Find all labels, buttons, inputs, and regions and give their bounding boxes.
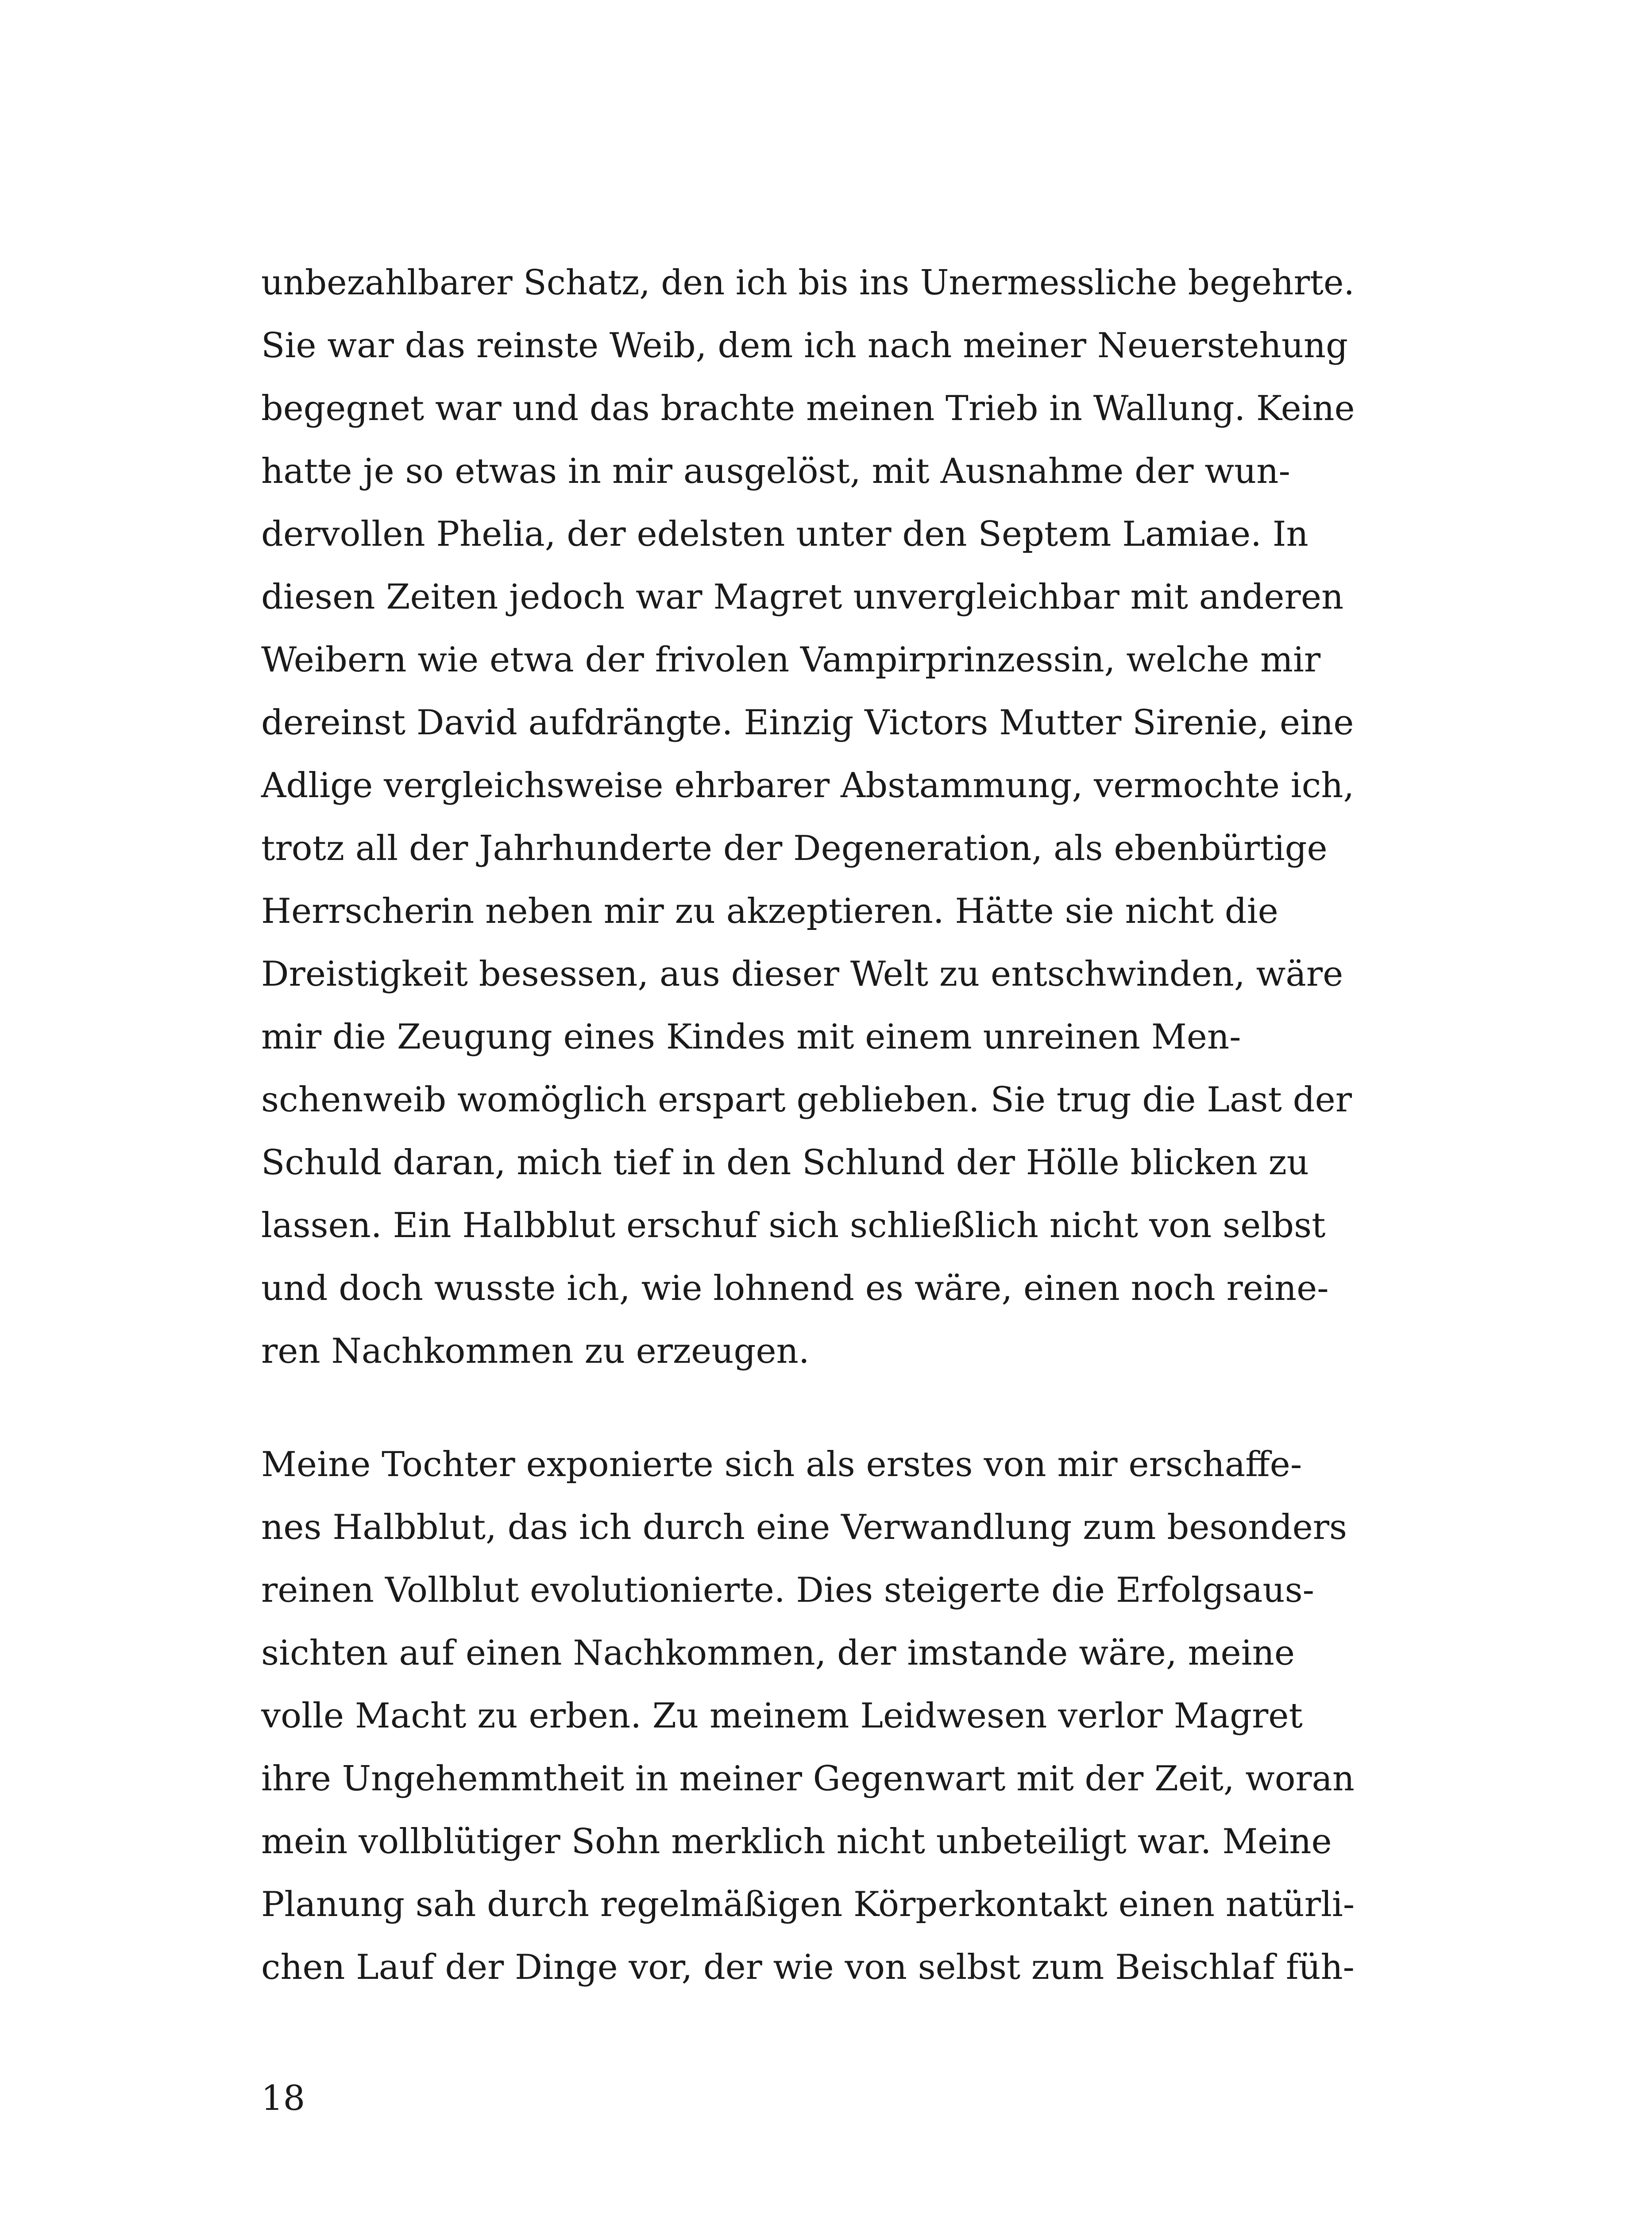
- text-line: Adlige vergleichsweise ehrbarer Abstammung, vermochte ich,: [261, 766, 1355, 806]
- paragraph-2: [261, 1433, 1355, 1999]
- text-line: trotz all der Jahrhunderte der Degeneration, als ebenbürtige: [261, 829, 1328, 868]
- text-line: Meine Tochter exponierte sich als erstes von mir erschaffe-: [261, 1445, 1302, 1484]
- text-line: hatte je so etwas in mir ausgelöst, mit Ausnahme der wun-: [261, 451, 1290, 491]
- text-line: Planung sah durch regelmäßigen Körperkontakt einen natürli-: [261, 1885, 1355, 1924]
- text-line: volle Macht zu erben. Zu meinem Leidwesen verlor Magret: [261, 1696, 1303, 1736]
- paragraph-1: [261, 251, 1355, 1383]
- text-line: Dreistigkeit besessen, aus dieser Welt zu entschwinden, wäre: [261, 954, 1343, 994]
- text-line: Sie war das reinste Weib, dem ich nach meiner Neuerstehung: [261, 326, 1348, 366]
- text-line: ihre Ungehemmtheit in meiner Gegenwart mit der Zeit, woran: [261, 1759, 1355, 1799]
- text-line: begegnet war und das brachte meinen Trieb in Wallung. Keine: [261, 389, 1355, 428]
- text-line: nes Halbblut, das ich durch eine Verwandlung zum besonders: [261, 1507, 1347, 1547]
- text-line: sichten auf einen Nachkommen, der imstande wäre, meine: [261, 1633, 1295, 1673]
- text-line: ren Nachkommen zu erzeugen.: [261, 1331, 810, 1371]
- text-line: dereinst David aufdrängte. Einzig Victors Mutter Sirenie, eine: [261, 703, 1354, 743]
- text-line: diesen Zeiten jedoch war Magret unvergleichbar mit anderen: [261, 577, 1344, 617]
- text-line: Schuld daran, mich tief in den Schlund der Hölle blicken zu: [261, 1143, 1309, 1183]
- text-line: reinen Vollblut evolutionierte. Dies steigerte die Erfolgsaus-: [261, 1570, 1314, 1610]
- text-line: und doch wusste ich, wie lohnend es wäre, einen noch reine-: [261, 1268, 1329, 1308]
- text-line: schenweib womöglich erspart geblieben. Sie trug die Last der: [261, 1080, 1352, 1120]
- text-line: dervollen Phelia, der edelsten unter den Septem Lamiae. In: [261, 514, 1308, 554]
- text-line: chen Lauf der Dinge vor, der wie von selbst zum Beischlaf füh-: [261, 1947, 1355, 1987]
- text-line: Weibern wie etwa der frivolen Vampirprinzessin, welche mir: [261, 640, 1321, 680]
- text-line: unbezahlbarer Schatz, den ich bis ins Unermessliche begehrte.: [261, 263, 1355, 303]
- text-line: mir die Zeugung eines Kindes mit einem unreinen Men-: [261, 1017, 1241, 1057]
- text-line: Herrscherin neben mir zu akzeptieren. Hätte sie nicht die: [261, 891, 1278, 931]
- text-line: mein vollblütiger Sohn merklich nicht unbeteiligt war. Meine: [261, 1822, 1332, 1862]
- page-number: 18: [261, 2078, 305, 2118]
- text-line: lassen. Ein Halbblut erschuf sich schließlich nicht von selbst: [261, 1206, 1326, 1245]
